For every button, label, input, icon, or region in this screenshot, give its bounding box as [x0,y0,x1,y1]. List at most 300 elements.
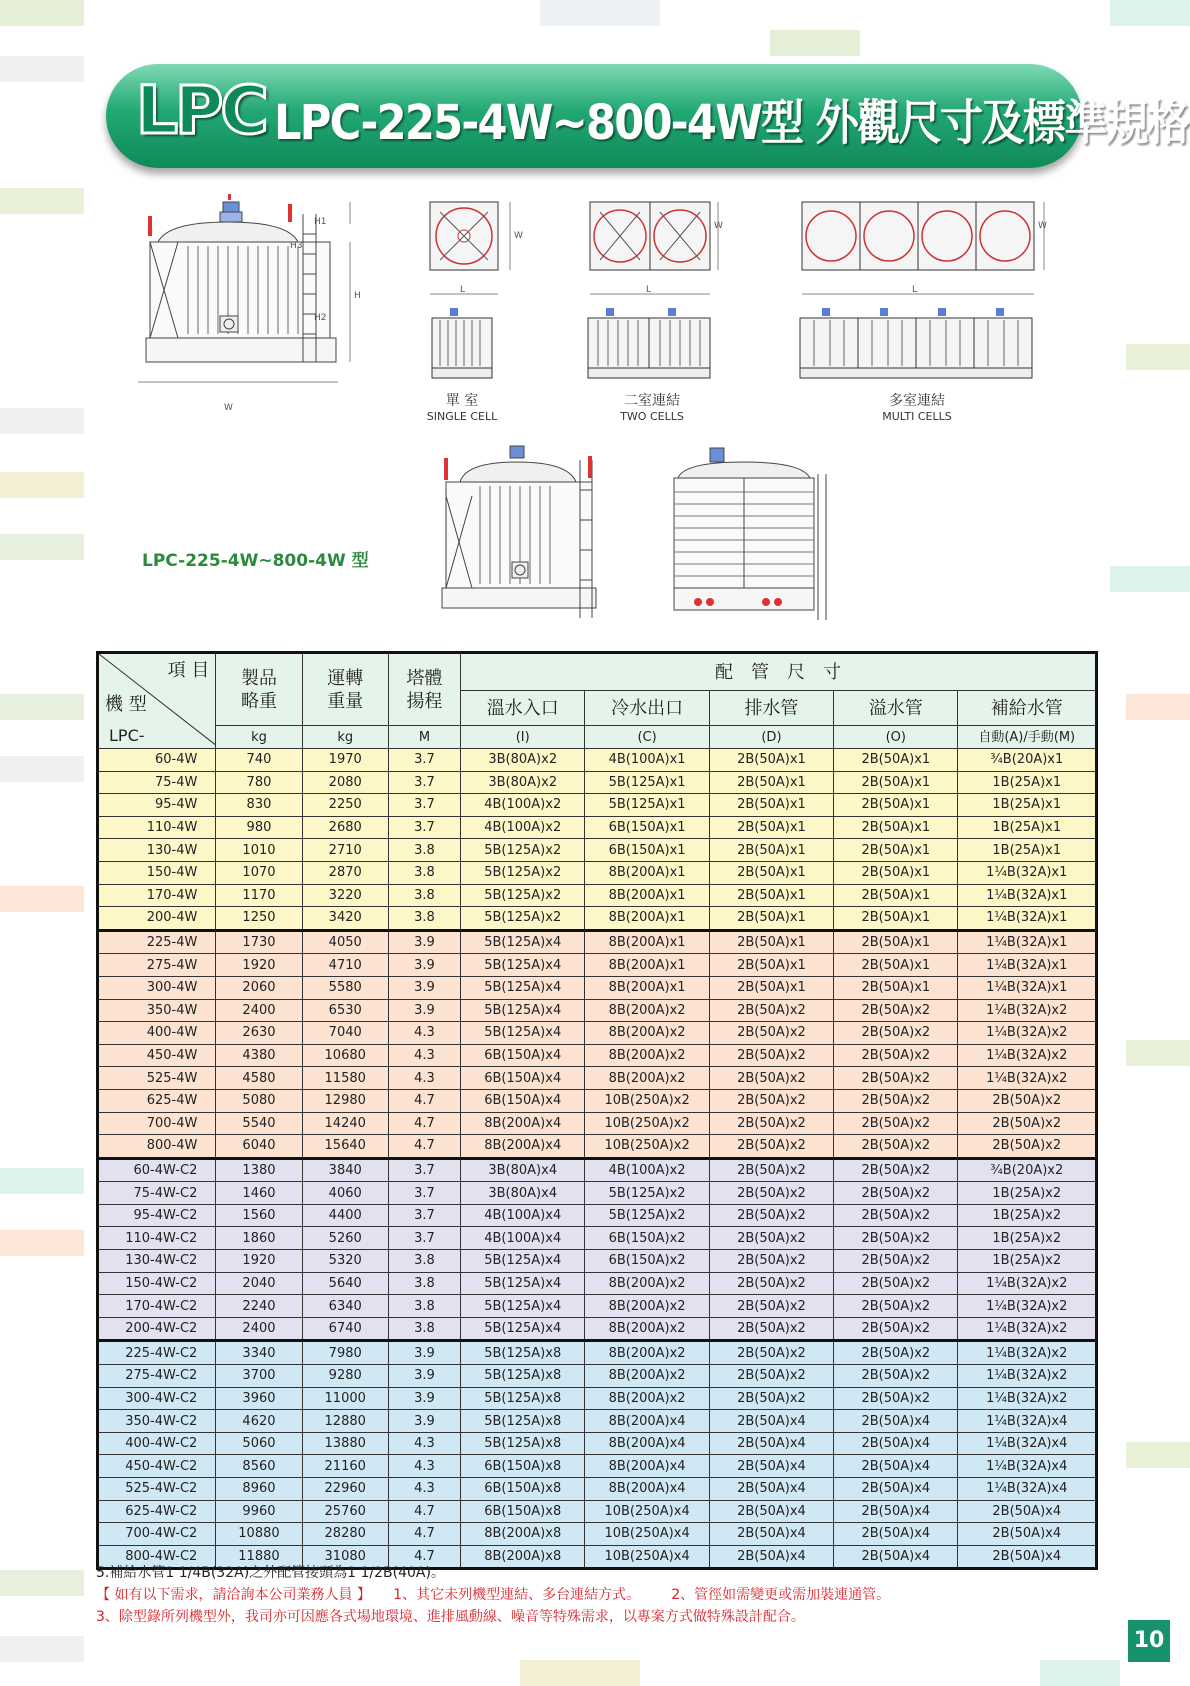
table-cell: 3.8 [388,1317,460,1341]
decor-strip [0,1168,84,1194]
table-cell: 8B(200A)x1 [585,954,709,977]
table-cell: 4380 [216,1044,302,1067]
table-cell: 3B(80A)x2 [461,749,585,772]
model-cell: 525-4W-C2 [98,1478,216,1501]
table-cell: 5540 [216,1112,302,1135]
table-cell: 1730 [216,930,302,954]
two-cell-plan-drawing [586,198,726,308]
table-cell: 2B(50A)x4 [834,1455,958,1478]
table-cell: 1¼B(32A)x2 [958,1341,1097,1365]
table-row [98,1067,1097,1090]
table-cell: 7040 [302,1022,388,1045]
table-row [98,861,1097,884]
table-cell: 980 [216,816,302,839]
table-cell: 1¼B(32A)x1 [958,976,1097,999]
table-cell: 2B(50A)x2 [834,1295,958,1318]
table-cell: 1920 [216,954,302,977]
table-cell: 6B(150A)x8 [461,1478,585,1501]
table-cell: 1¼B(32A)x4 [958,1410,1097,1433]
table-row [98,1500,1097,1523]
decor-strip [770,30,860,56]
corner-model-label: 機 型 [105,694,147,715]
table-cell: 2B(50A)x1 [834,749,958,772]
table-cell: 5B(125A)x8 [461,1432,585,1455]
table-cell: 2B(50A)x2 [709,1387,833,1410]
col-operating-weight-line2: 重量 [327,690,364,712]
table-cell: 2400 [216,1317,302,1341]
table-cell: 5B(125A)x1 [585,771,709,794]
table-cell: 1¼B(32A)x4 [958,1432,1097,1455]
decor-strip [0,188,84,214]
table-cell: 4.7 [388,1135,460,1159]
table-cell: 5B(125A)x4 [461,1317,585,1341]
table-cell: 2B(50A)x2 [709,1044,833,1067]
table-cell: ¾B(20A)x2 [958,1158,1097,1182]
table-row [98,1455,1097,1478]
table-cell: 2B(50A)x1 [834,794,958,817]
note-item-1: 1、其它未列機型連結、多台連結方式。 [393,1587,641,1603]
table-cell: 3.7 [388,1182,460,1205]
table-cell: 2B(50A)x4 [709,1500,833,1523]
table-cell: 2B(50A)x4 [709,1410,833,1433]
decor-strip [0,472,84,498]
table-row [98,930,1097,954]
decor-strip [1126,694,1190,720]
table-row [98,976,1097,999]
table-cell: 8B(200A)x8 [461,1523,585,1546]
table-row [98,794,1097,817]
table-cell: 2B(50A)x4 [834,1500,958,1523]
table-cell: 8B(200A)x2 [585,1067,709,1090]
decor-strip [0,1570,84,1596]
note-line-3: 3、除型錄所列機型外，我司亦可因應各式場地環境、進排風動線、噪音等特殊需求，以專案方式做特殊設計配合。 [96,1609,805,1625]
decor-strip [540,0,660,26]
table-cell: 4B(100A)x4 [461,1204,585,1227]
table-cell: 8B(200A)x4 [585,1410,709,1433]
table-cell: 2680 [302,816,388,839]
table-cell: 1010 [216,839,302,862]
unit-cell: kg [216,726,302,749]
table-cell: 2400 [216,999,302,1022]
table-cell: 2B(50A)x1 [709,749,833,772]
table-cell: 3B(80A)x2 [461,771,585,794]
dim-label-l: L [646,285,652,295]
model-cell: 450-4W [98,1044,216,1067]
table-cell: 2B(50A)x4 [834,1478,958,1501]
table-cell: 2B(50A)x2 [834,1112,958,1135]
table-cell: 2B(50A)x2 [834,1365,958,1388]
table-cell: 5B(125A)x8 [461,1410,585,1433]
table-cell: 4060 [302,1182,388,1205]
table-cell: 2B(50A)x2 [834,1044,958,1067]
table-cell: 1¼B(32A)x1 [958,884,1097,907]
table-cell: 6B(150A)x2 [585,1227,709,1250]
table-cell: 11000 [302,1387,388,1410]
col-tower-lift-line2: 揚程 [406,690,443,712]
table-row [98,907,1097,931]
table-cell: 1920 [216,1250,302,1273]
table-cell: ¾B(20A)x1 [958,749,1097,772]
table-cell: 2B(50A)x1 [709,884,833,907]
table-cell: 4B(100A)x2 [585,1158,709,1182]
note-item-2: 2、管徑如需變更或需加裝連通管。 [671,1587,891,1603]
table-cell: 2B(50A)x2 [834,1272,958,1295]
table-cell: 14240 [302,1112,388,1135]
decor-strip [1126,1442,1190,1468]
model-range-subtitle: LPC-225-4W~800-4W 型 [142,551,369,571]
table-cell: 10B(250A)x4 [585,1523,709,1546]
unit-cell: 自動(A)/手動(M) [958,726,1097,749]
table-cell: 780 [216,771,302,794]
table-cell: 9960 [216,1500,302,1523]
dim-label-w: W [714,221,723,231]
table-cell: 6040 [216,1135,302,1159]
table-cell: 4B(100A)x2 [461,794,585,817]
table-cell: 6B(150A)x1 [585,839,709,862]
table-cell: 1B(25A)x2 [958,1182,1097,1205]
table-cell: 1¼B(32A)x2 [958,1044,1097,1067]
table-row [98,749,1097,772]
table-cell: 9280 [302,1365,388,1388]
table-cell: 2B(50A)x2 [958,1135,1097,1159]
table-cell: 6B(150A)x4 [461,1089,585,1112]
table-cell: 1¼B(32A)x2 [958,1272,1097,1295]
table-cell: 3.8 [388,1295,460,1318]
table-cell: 12980 [302,1089,388,1112]
table-cell: 1¼B(32A)x1 [958,907,1097,931]
table-cell: 2B(50A)x1 [834,930,958,954]
table-cell: 5B(125A)x2 [461,884,585,907]
table-cell: 2B(50A)x2 [834,1341,958,1365]
table-cell: 3B(80A)x4 [461,1182,585,1205]
table-cell: 2B(50A)x2 [834,1250,958,1273]
front-elevation-drawing [432,440,612,626]
col-product-weight [216,653,302,726]
table-row [98,1478,1097,1501]
table-row [98,1022,1097,1045]
table-cell: 2B(50A)x2 [709,1317,833,1341]
table-cell: 10880 [216,1523,302,1546]
table-cell: 2B(50A)x2 [709,1067,833,1090]
col-tower-lift-line1: 塔體 [406,667,443,689]
table-row [98,1410,1097,1433]
col-product-weight-line2: 略重 [240,690,277,712]
table-cell: 2B(50A)x1 [709,794,833,817]
table-cell: 3.7 [388,816,460,839]
table-cell: 15640 [302,1135,388,1159]
table-cell: 3.7 [388,1227,460,1250]
multi-cell-caption [862,390,972,423]
decor-strip [520,1660,640,1686]
table-cell: 5B(125A)x4 [461,1250,585,1273]
table-cell: 11580 [302,1067,388,1090]
table-cell: 3.7 [388,1158,460,1182]
table-cell: 3220 [302,884,388,907]
decor-strip [0,0,84,26]
table-cell: 4620 [216,1410,302,1433]
table-cell: 2B(50A)x2 [709,1272,833,1295]
table-cell: 2B(50A)x4 [709,1455,833,1478]
table-cell: 1860 [216,1227,302,1250]
table-cell: 1070 [216,861,302,884]
table-cell: 1B(25A)x2 [958,1204,1097,1227]
side-elevation-drawing [128,194,388,416]
table-cell: 2B(50A)x2 [709,1089,833,1112]
col-hot-water-inlet: 溫水入口 [461,691,585,726]
decor-strip [1126,344,1190,370]
col-overflow-pipe: 溢水管 [834,691,958,726]
table-row [98,1295,1097,1318]
table-cell: 2B(50A)x2 [834,1387,958,1410]
table-cell: 1380 [216,1158,302,1182]
title-banner [106,64,1189,168]
table-cell: 3.8 [388,861,460,884]
table-row [98,1432,1097,1455]
decor-strip [0,886,84,912]
col-makeup-water-pipe: 補給水管 [958,691,1097,726]
table-cell: 2B(50A)x4 [834,1523,958,1546]
decor-strip [1110,0,1190,26]
table-cell: 8B(200A)x2 [585,1317,709,1341]
notes-section [96,1562,890,1628]
model-cell: 95-4W-C2 [98,1204,216,1227]
table-cell: 4400 [302,1204,388,1227]
model-cell: 350-4W [98,999,216,1022]
table-cell: 8B(200A)x2 [585,1022,709,1045]
table-cell: 1¼B(32A)x2 [958,1387,1097,1410]
table-cell: 2B(50A)x4 [958,1523,1097,1546]
model-cell: 450-4W-C2 [98,1455,216,1478]
table-cell: 3.7 [388,794,460,817]
unit-cell: (O) [834,726,958,749]
decor-strip [0,1230,84,1256]
table-row [98,1365,1097,1388]
table-cell: 2B(50A)x2 [834,1022,958,1045]
col-cold-water-outlet: 冷水出口 [585,691,709,726]
table-cell: 2B(50A)x2 [958,1112,1097,1135]
table-cell: 3.9 [388,1341,460,1365]
table-cell: 2870 [302,861,388,884]
model-cell: 700-4W-C2 [98,1523,216,1546]
col-product-weight-line1: 製品 [240,667,277,689]
table-cell: 8B(200A)x4 [585,1478,709,1501]
table-cell: 2B(50A)x1 [834,907,958,931]
table-cell: 2B(50A)x1 [709,976,833,999]
table-row [98,1341,1097,1365]
table-cell: 1B(25A)x1 [958,839,1097,862]
table-cell: 8B(200A)x4 [585,1455,709,1478]
table-cell: 2B(50A)x2 [834,1135,958,1159]
table-cell: 2B(50A)x2 [709,1295,833,1318]
model-cell: 75-4W-C2 [98,1182,216,1205]
table-cell: 5B(125A)x8 [461,1341,585,1365]
model-cell: 800-4W-C2 [98,1545,216,1569]
model-cell: 60-4W [98,749,216,772]
table-row [98,1158,1097,1182]
table-cell: 11880 [216,1545,302,1569]
decor-strip [0,694,84,720]
col-operating-weight [302,653,388,726]
model-cell: 130-4W-C2 [98,1250,216,1273]
table-cell: 1¼B(32A)x2 [958,1022,1097,1045]
table-cell: 2B(50A)x1 [709,839,833,862]
multi-cell-plan-drawing [798,198,1058,308]
table-cell: 2B(50A)x2 [709,1112,833,1135]
table-cell: 1560 [216,1204,302,1227]
table-cell: 3.8 [388,1272,460,1295]
table-cell: 3B(80A)x4 [461,1158,585,1182]
table-cell: 8B(200A)x1 [585,884,709,907]
table-cell: 8B(200A)x2 [585,1365,709,1388]
unit-cell: (D) [709,726,833,749]
table-cell: 8960 [216,1478,302,1501]
table-row [98,1182,1097,1205]
table-cell: 5580 [302,976,388,999]
table-cell: 1¼B(32A)x4 [958,1455,1097,1478]
decor-strip [0,1636,84,1662]
table-cell: 3700 [216,1365,302,1388]
table-row [98,1272,1097,1295]
table-cell: 5B(125A)x4 [461,930,585,954]
table-row [98,1250,1097,1273]
table-cell: 5320 [302,1250,388,1273]
table-cell: 1¼B(32A)x4 [958,1478,1097,1501]
table-cell: 5060 [216,1432,302,1455]
table-cell: 10B(250A)x2 [585,1135,709,1159]
table-cell: 5B(125A)x2 [461,907,585,931]
table-cell: 13880 [302,1432,388,1455]
model-cell: 110-4W [98,816,216,839]
table-cell: 5B(125A)x4 [461,1295,585,1318]
table-cell: 3.8 [388,907,460,931]
table-cell: 1¼B(32A)x2 [958,1295,1097,1318]
table-cell: 2B(50A)x1 [834,771,958,794]
table-cell: 5260 [302,1227,388,1250]
model-cell: 625-4W-C2 [98,1500,216,1523]
single-cell-elevation-drawing [430,306,500,382]
table-cell: 8B(200A)x2 [585,1272,709,1295]
col-tower-lift [388,653,460,726]
table-cell: 5B(125A)x4 [461,1022,585,1045]
model-cell: 275-4W [98,954,216,977]
table-cell: 2B(50A)x4 [709,1432,833,1455]
table-cell: 2B(50A)x2 [834,1089,958,1112]
model-cell: 60-4W-C2 [98,1158,216,1182]
table-cell: 2B(50A)x4 [834,1410,958,1433]
note-line-2 [96,1584,890,1606]
table-cell: 3.9 [388,1365,460,1388]
col-group-piping: 配 管 尺 寸 [461,653,1097,691]
table-cell: 3.8 [388,1250,460,1273]
caption-en: SINGLE CELL [426,410,498,423]
table-cell: 2B(50A)x1 [834,839,958,862]
dim-label-h1: H1 [314,217,327,227]
table-row [98,954,1097,977]
table-cell: 8B(200A)x2 [585,999,709,1022]
caption-en: MULTI CELLS [882,410,952,423]
decor-strip [0,56,84,82]
table-cell: 2B(50A)x2 [958,1089,1097,1112]
table-cell: 5B(125A)x2 [461,861,585,884]
table-cell: 4.3 [388,1432,460,1455]
table-cell: 6740 [302,1317,388,1341]
table-cell: 4050 [302,930,388,954]
table-cell: 8B(200A)x1 [585,907,709,931]
caption-en: TWO CELLS [620,410,684,423]
table-cell: 6B(150A)x1 [585,816,709,839]
table-cell: 2B(50A)x2 [834,1182,958,1205]
table-cell: 2060 [216,976,302,999]
dim-label-h: H [354,291,361,301]
table-cell: 1¼B(32A)x1 [958,861,1097,884]
table-cell: 8B(200A)x2 [585,1044,709,1067]
brand-logo: LPC [136,72,266,149]
table-cell: 2B(50A)x2 [834,1158,958,1182]
table-cell: 6B(150A)x8 [461,1455,585,1478]
caption-zh: 單 室 [445,393,479,409]
multi-cell-elevation-drawing [798,306,1038,382]
table-cell: 12880 [302,1410,388,1433]
col-operating-weight-line1: 運轉 [327,667,364,689]
table-cell: 2B(50A)x2 [709,999,833,1022]
table-cell: 2B(50A)x4 [709,1523,833,1546]
unit-cell: kg [302,726,388,749]
table-row [98,999,1097,1022]
table-cell: 3.9 [388,930,460,954]
table-cell: 2B(50A)x2 [709,1341,833,1365]
table-cell: 8B(200A)x2 [585,1387,709,1410]
table-cell: 5B(125A)x4 [461,999,585,1022]
dim-label-h3: H3 [290,241,303,251]
table-cell: 3.9 [388,999,460,1022]
table-cell: 4.7 [388,1545,460,1569]
table-cell: 1¼B(32A)x2 [958,1365,1097,1388]
model-cell: 150-4W [98,861,216,884]
table-cell: 2B(50A)x2 [709,1158,833,1182]
table-cell: 1B(25A)x1 [958,816,1097,839]
table-cell: 2240 [216,1295,302,1318]
table-cell: 8B(200A)x8 [461,1545,585,1569]
table-cell: 2B(50A)x2 [709,1250,833,1273]
model-cell: 130-4W [98,839,216,862]
table-row [98,884,1097,907]
table-cell: 2B(50A)x2 [709,1135,833,1159]
unit-cell: (C) [585,726,709,749]
table-cell: 8B(200A)x2 [585,1341,709,1365]
table-cell: 3340 [216,1341,302,1365]
dim-label-w: W [1038,221,1047,231]
table-cell: 3.9 [388,1410,460,1433]
decor-strip [0,534,84,560]
note-line-1: 5.補給水管1 1/4B(32A)之外配管接頭為1 1/2B(40A)。 [96,1565,445,1581]
model-cell: 75-4W [98,771,216,794]
table-cell: 3.9 [388,976,460,999]
table-cell: 2040 [216,1272,302,1295]
table-cell: 2B(50A)x2 [834,1317,958,1341]
table-cell: 2B(50A)x1 [709,816,833,839]
table-cell: 1250 [216,907,302,931]
specification-table-body [98,749,1097,1569]
model-cell: 170-4W [98,884,216,907]
note-inquiry-heading: 【 如有以下需求，請洽詢本公司業務人員 】 [96,1587,371,1603]
model-cell: 170-4W-C2 [98,1295,216,1318]
model-cell: 200-4W-C2 [98,1317,216,1341]
table-cell: 4.3 [388,1044,460,1067]
table-cell: 3.9 [388,1387,460,1410]
caption-zh: 二室連結 [624,393,680,409]
table-cell: 1B(25A)x1 [958,794,1097,817]
table-cell: 22960 [302,1478,388,1501]
